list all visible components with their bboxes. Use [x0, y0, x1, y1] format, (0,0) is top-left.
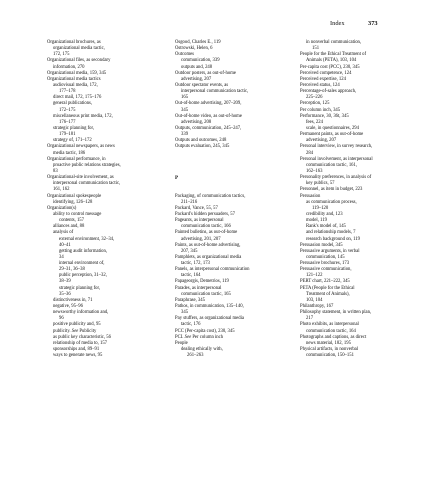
index-column-2 — [175, 40, 287, 359]
index-entry: Pay stuffers, as organizational media — [175, 316, 244, 322]
index-subentry: 217 — [306, 316, 314, 322]
index-letter-heading: P — [175, 175, 179, 182]
index-subentry: contents, 157 — [59, 218, 84, 224]
index-entry: Out-of-home advertising, 207–209, — [175, 101, 242, 107]
index-entry: Outcomes — [175, 52, 195, 58]
index-entry: Organizational newspapers, as news — [47, 144, 115, 150]
index-subentry: information, 270 — [53, 64, 85, 70]
index-entry: Persuasive communication, — [300, 267, 352, 273]
index-entry: Ostrowski, Helen, 6 — [175, 46, 213, 52]
index-subentry: scale, in questionnaires, 294 — [306, 125, 359, 131]
index-entry: Outputs evaluation, 245, 345 — [175, 144, 230, 150]
index-subentry: advertising, 207 — [181, 76, 212, 82]
index-subentry: 121–122 — [306, 273, 323, 279]
index-entry: Perception, 125 — [300, 101, 330, 107]
index-subentry: analysis of — [53, 230, 74, 236]
index-entry: Persuasion — [300, 193, 321, 199]
index-entry: PCI. See Per column inch — [175, 334, 224, 340]
index-entry: Panels, as interpersonal communication — [175, 267, 250, 273]
index-subentry: 261–263 — [187, 353, 204, 359]
index-subentry: dealing ethically with, — [181, 347, 223, 353]
index-entry: Pamphlets, as organizational media — [175, 254, 242, 260]
index-subentry: as communication process, — [306, 199, 357, 205]
index-subentry: 40–41 — [59, 242, 71, 248]
index-subentry: interpersonal communication tactic, — [53, 181, 121, 187]
index-subentry: 96 — [59, 316, 64, 322]
index-entry: Personal involvement, as interpersonal — [300, 156, 373, 162]
index-entry: Pathos, in communication, 135–140, — [175, 304, 244, 310]
index-subentry: miscellaneous print media, 172, — [53, 113, 113, 119]
index-subentry: communication tactic, 164 — [306, 328, 356, 334]
index-subentry: communication tactic, 166 — [181, 224, 231, 230]
index-subentry: organizational media tactic, — [53, 46, 105, 52]
index-subentry: fees, 224 — [306, 119, 323, 125]
page-number: 373 — [368, 20, 378, 27]
index-subentry: newsworthy information and, — [53, 310, 109, 316]
index-subentry: identifying, 126–128 — [53, 199, 93, 205]
index-entry: Personnel, as item in budget, 223 — [300, 187, 363, 193]
index-entry: Perceived competence, 124 — [300, 70, 352, 76]
index-entry: Packard's hidden persuaders, 57 — [175, 211, 235, 217]
index-entry: Outputs and outcomes, 248 — [175, 138, 227, 144]
index-entry: Perceived status, 124 — [300, 82, 340, 88]
page-header — [0, 20, 441, 30]
index-subentry: 177–178 — [59, 89, 76, 95]
index-subentry: 345 — [181, 310, 189, 316]
index-entry: Organizational media tactics — [47, 76, 101, 82]
index-subentry: 339 — [181, 132, 189, 138]
index-column-3 — [300, 40, 412, 359]
index-subentry: Treatment of Animals), — [306, 291, 350, 297]
index-subentry: 345 — [181, 107, 189, 113]
index-subentry: strategic planning for, — [59, 285, 101, 291]
index-subentry: sponsorships and, 89–91 — [53, 347, 100, 353]
index-subentry: in nonverbal communication, — [306, 40, 362, 45]
index-entry: People for the Ethical Treatment of — [300, 52, 367, 58]
index-entry: Personal interview, in survey research, — [300, 144, 373, 150]
index-subentry: as public key characteristic, 56 — [53, 334, 111, 340]
index-entry: Organizational-site involvement, as — [47, 175, 114, 181]
index-entry: Packaging, of communication tactics, — [175, 193, 246, 199]
index-subentry: Animals (PETA), 103, 104 — [306, 58, 357, 64]
index-entry: Percentage-of-sales approach, — [300, 89, 357, 95]
index-subentry: 284 — [306, 150, 314, 156]
index-entry: Organization(s) — [47, 205, 77, 211]
index-subentry: positive publicity and, 95 — [53, 322, 101, 328]
index-subentry: tactic, 176 — [181, 322, 201, 328]
index-subentry: strategic planning for, — [53, 125, 95, 131]
index-entry: Performance, 30, 36t, 345 — [300, 113, 349, 119]
index-subentry: relationship of media to, 157 — [53, 340, 108, 346]
index-entry: Philosophy statement, in written plan, — [300, 310, 372, 316]
index-subentry: key publics, 57 — [306, 181, 335, 187]
index-subentry: audiovisual media, 172, — [53, 82, 98, 88]
index-subentry: 162–163 — [306, 168, 323, 174]
index-entry: Packard, Vance, 55, 57 — [175, 205, 218, 211]
index-subentry: 176–177 — [59, 119, 76, 125]
index-subentry: communication tactic, 161, — [306, 162, 358, 168]
index-entry: Papageorgis, Demetrios, 119 — [175, 279, 229, 285]
index-entry: Per-capita cost (PCC), 230, 345 — [300, 64, 360, 70]
index-subentry: 172–175 — [59, 107, 76, 113]
index-subentry: 38–39 — [59, 279, 71, 285]
index-column-1 — [47, 40, 159, 359]
index-subentry: getting audit information, — [59, 248, 108, 254]
index-subentry: media tactic, 186 — [53, 150, 86, 156]
index-entry: Pageants, as interpersonal — [175, 218, 224, 224]
index-subentry: news material, 182, 195 — [306, 340, 351, 346]
index-subentry: communication, 339 — [181, 58, 220, 64]
index-entry: Philanthropy, 167 — [300, 304, 334, 310]
index-entry: Perceived expertise, 124 — [300, 76, 346, 82]
index-subentry: 119–120 — [312, 205, 329, 211]
index-subentry: 179–181 — [59, 132, 76, 138]
index-subentry: alliances and, 88 — [53, 224, 85, 230]
index-subentry: advertising, 201, 207 — [181, 236, 221, 242]
index-subentry: model, 119 — [306, 218, 327, 224]
index-entry: Outdoor posters, as out-of-home — [175, 70, 236, 76]
index-subentry: 34 — [59, 254, 64, 260]
index-subentry: negative, 95–96 — [53, 304, 83, 310]
index-subentry: interpersonal communication tactic, — [181, 89, 249, 95]
index-subentry: 225–226 — [306, 95, 323, 101]
index-subentry: credibility and, 123 — [306, 211, 343, 217]
index-entry: Parades, as interpersonal — [175, 285, 222, 291]
index-entry: Photographs and captions, as direct — [300, 334, 367, 340]
index-entry: Organizational media, 159, 345 — [47, 70, 107, 76]
index-entry: Per column inch, 345 — [300, 107, 341, 113]
index-subentry: communication, 150–151 — [306, 353, 354, 359]
index-subentry: tactic, 164 — [181, 273, 201, 279]
index-entry: Organizational brochures, as — [47, 40, 101, 45]
index-entry: Paints, as out-of-home advertising, — [175, 242, 241, 248]
index-subentry: public perception, 31–32, — [59, 273, 107, 279]
index-entry: Out-of-home video, as out-of-home — [175, 113, 242, 119]
index-subentry: outputs and, 248 — [181, 64, 213, 70]
index-subentry: ways to generate news, 95 — [53, 353, 103, 359]
index-subentry: internal environment of, — [59, 261, 105, 267]
index-subentry: advertising, 208 — [181, 119, 212, 125]
index-subentry: general publications, — [53, 101, 93, 107]
index-subentry: publicity. See Publicity — [53, 328, 97, 334]
index-subentry: Rank's model of, 145 — [306, 224, 346, 230]
index-subentry: 151 — [312, 46, 320, 52]
index-entry: Painted bulletins, as out-of-home — [175, 230, 238, 236]
index-subentry: communication, 145 — [306, 254, 345, 260]
index-subentry: strategy of, 171–172 — [53, 138, 92, 144]
index-subentry: 35–36 — [59, 291, 71, 297]
index-subentry: communication tactic, 165 — [181, 291, 231, 297]
index-subentry: ability to control message — [53, 211, 102, 217]
index-entry: Osgood, Charles E., 119 — [175, 40, 221, 45]
index-subentry: tactic, 172, 173 — [181, 261, 210, 267]
index-entry: Persuasive arguments, in verbal — [300, 248, 360, 254]
index-subentry: direct mail, 172, 175–176 — [53, 95, 102, 101]
index-subentry: 211–216 — [181, 199, 198, 205]
index-entry: Permanent paints, as out-of-home — [300, 132, 364, 138]
index-subentry: and relationship models, 7 — [306, 230, 356, 236]
index-subentry: proactive public relations strategies, — [53, 162, 121, 168]
index-entry: Photo exhibits, as interpersonal — [300, 322, 359, 328]
index-subentry: external environment, 32–34, — [59, 236, 115, 242]
index-entry: Persuasive brochures, 173 — [300, 261, 350, 267]
index-entry: Outdoor spectator events, as — [175, 82, 229, 88]
index-subentry: 83 — [53, 168, 58, 174]
index-subentry: research background on, 119 — [306, 236, 360, 242]
index-entry: PETA (People for the Ethical — [300, 285, 355, 291]
index-subentry: 103, 104 — [306, 297, 323, 303]
index-entry: Physical artifacts, in nonverbal — [300, 347, 359, 353]
index-entry: Organizational spokespeople — [47, 193, 102, 199]
index-subentry: 165 — [181, 95, 189, 101]
index-entry: Personality preferences, in analysis of — [300, 175, 372, 181]
index-subentry: 29–31, 36–38 — [59, 267, 85, 273]
index-entry: PCC (Per-capita cost), 230, 345 — [175, 328, 235, 334]
index-entry: PERT chart, 221–222, 345 — [300, 279, 350, 285]
index-subentry: 172, 175 — [53, 52, 70, 58]
running-head: Index — [330, 20, 345, 27]
index-entry: Paraphrase, 345 — [175, 297, 205, 303]
index-entry: Organizational files, as secondary — [47, 58, 111, 64]
index-entry: People — [175, 340, 188, 346]
index-subentry: 207, 345 — [181, 248, 198, 254]
index-subentry: distinctiveness in, 71 — [53, 297, 93, 303]
index-subentry: 161, 162 — [53, 187, 70, 193]
index-subentry: advertising, 207 — [306, 138, 337, 144]
index-entry: Persuasion model, 345 — [300, 242, 343, 248]
index-entry: Outputs, communication, 245–247, — [175, 125, 242, 131]
index-entry: Organizational performance, in — [47, 156, 106, 162]
